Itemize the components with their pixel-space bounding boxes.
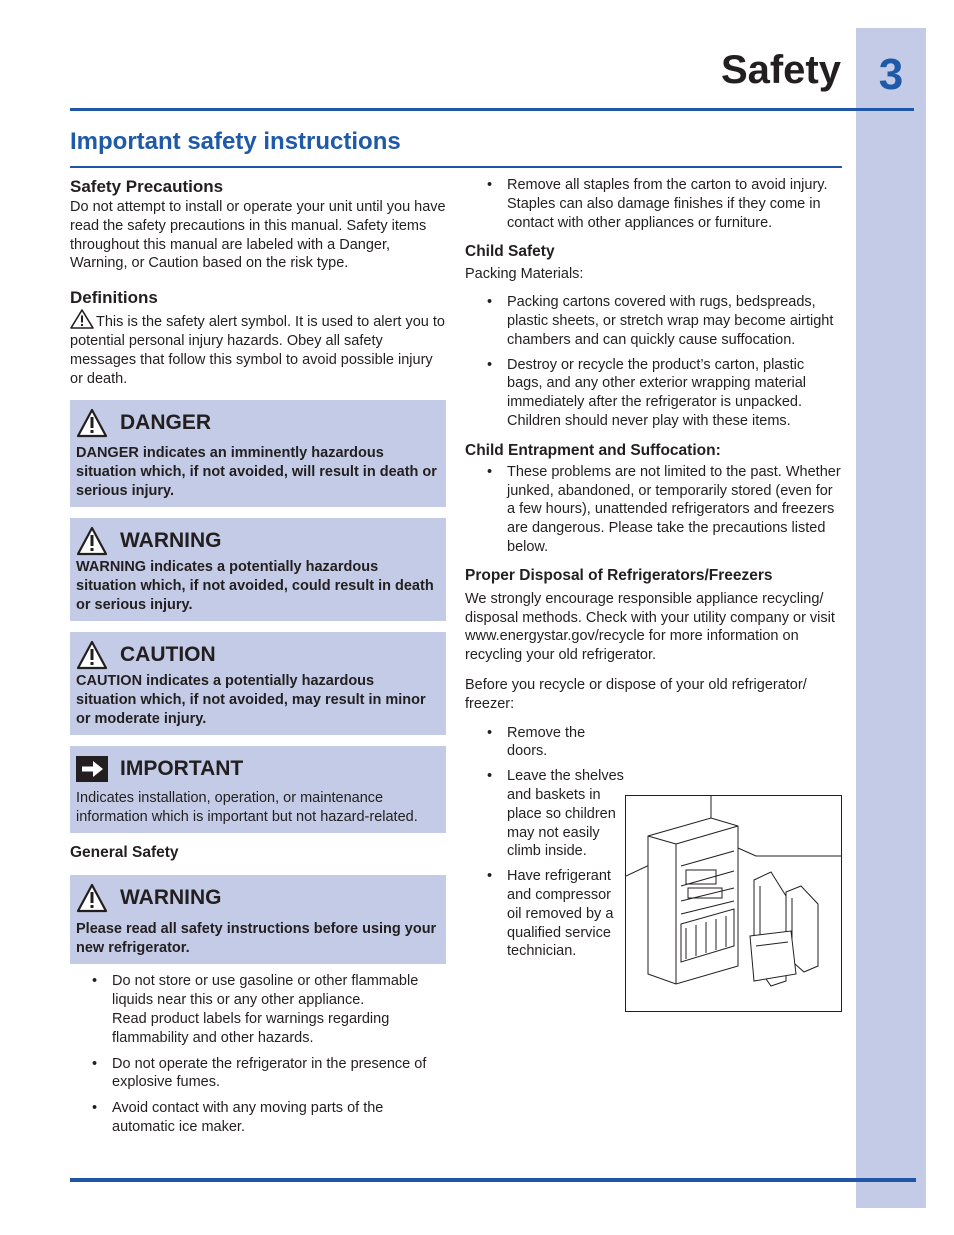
list-item: • Remove the doors. xyxy=(465,724,625,762)
warning-triangle-icon xyxy=(76,639,108,671)
packing-materials-label: Packing Materials: xyxy=(465,266,584,283)
disposal-paragraph-1: We strongly encourage responsible appliance recycling/ disposal methods. Check with your utility company or visit www.energystar.gov/recycle for more information on recycling your old refrigerator. xyxy=(465,590,835,664)
warning-label: WARNING xyxy=(120,528,222,552)
caution-text: CAUTION indicates a potentially hazardous situation which, if not avoided, may result in minor or moderate injury. xyxy=(76,673,426,728)
important-label: IMPORTANT xyxy=(120,756,244,780)
list-item: • Leave the shelves and baskets in place so children may not easily climb inside. xyxy=(465,767,625,861)
general-safety-heading: General Safety xyxy=(70,844,179,862)
list-item: • Packing cartons covered with rugs, bedspreads, plastic sheets, or stretch wrap may become airtight chambers and can quickly cause suffocation. xyxy=(465,293,843,349)
caution-label: CAUTION xyxy=(120,642,216,666)
important-box xyxy=(70,746,446,833)
disposal-heading: Proper Disposal of Refrigerators/Freezers xyxy=(465,566,773,584)
footer-rule xyxy=(70,1178,916,1182)
list-item: • Avoid contact with any moving parts of the automatic ice maker. xyxy=(70,1099,446,1137)
entrapment-heading: Child Entrapment and Suffocation: xyxy=(465,441,721,459)
list-item: • Have refrigerant and compressor oil removed by a qualified service technician. xyxy=(465,867,625,961)
section-title: Important safety instructions xyxy=(70,128,401,155)
refrigerator-illustration xyxy=(625,795,842,1012)
list-item: • These problems are not limited to the past. Whether junked, abandoned, or temporarily stored (even for a few hours), unattended refrigerators and freezers are dangerous. Please take the precautions listed below. xyxy=(465,463,843,557)
entrapment-list xyxy=(465,463,843,557)
list-item: • Do not store or use gasoline or other flammable liquids near this or any other appliance. Read product labels for warnings regarding flammability and other hazards. xyxy=(70,972,446,1047)
danger-box xyxy=(70,400,446,507)
safety-precautions-text: Do not attempt to install or operate your unit until you have read the safety precautions in this manual. Safety items throughout this manual are labeled with a Danger, Warning, or Caution based on the risk type. xyxy=(70,199,446,272)
definitions-heading: Definitions xyxy=(70,288,158,308)
list-item: • Do not operate the refrigerator in the presence of explosive fumes. xyxy=(70,1055,446,1093)
list-item: • Remove all staples from the carton to avoid injury. Staples can also damage finishes if they come in contact with other appliances or furniture. xyxy=(465,176,843,232)
child-safety-list xyxy=(465,293,843,431)
disposal-list xyxy=(465,724,625,962)
warning-box xyxy=(70,518,446,621)
general-warning-box xyxy=(70,875,446,964)
warning-triangle-icon xyxy=(70,309,94,329)
section-rule xyxy=(70,166,842,168)
page-title: Safety xyxy=(720,48,841,92)
arrow-right-icon xyxy=(76,753,108,785)
definitions-paragraph xyxy=(70,309,446,388)
warning-triangle-icon xyxy=(76,525,108,557)
staples-list xyxy=(465,176,843,232)
list-item: • Destroy or recycle the product’s carton, plastic bags, and any other exterior wrapping material immediately after the refrigerator is unpacked. Children should never play with these items. xyxy=(465,356,843,431)
definitions-text: This is the safety alert symbol. It is used to alert you to potential personal injury hazards. Obey all safety messages that follow this symbol to avoid possible injury or death. xyxy=(70,314,445,387)
warning-triangle-icon xyxy=(76,882,108,914)
disposal-paragraph-2: Before you recycle or dispose of your old refrigerator/ freezer: xyxy=(465,676,807,712)
refrigerator-doors-removed-icon xyxy=(626,796,841,1011)
warning-triangle-icon xyxy=(76,407,108,439)
header-rule xyxy=(70,108,914,111)
warning-text: WARNING indicates a potentially hazardous situation which, if not avoided, could result in death or serious injury. xyxy=(76,559,434,614)
danger-text: DANGER indicates an imminently hazardous situation which, if not avoided, will result in death or serious injury. xyxy=(76,445,437,500)
chapter-number: 3 xyxy=(878,50,904,99)
danger-label: DANGER xyxy=(120,410,212,434)
chapter-tab xyxy=(856,28,926,1208)
general-warning-text: Please read all safety instructions before using your new refrigerator. xyxy=(76,921,437,957)
left-column xyxy=(70,176,446,1137)
caution-box xyxy=(70,632,446,735)
warning-label: WARNING xyxy=(120,885,222,909)
general-safety-list xyxy=(70,972,446,1136)
child-safety-heading: Child Safety xyxy=(465,243,555,261)
important-text: Indicates installation, operation, or maintenance information which is important but not hazard-related. xyxy=(76,790,418,826)
safety-precautions-heading: Safety Precautions xyxy=(70,177,224,196)
